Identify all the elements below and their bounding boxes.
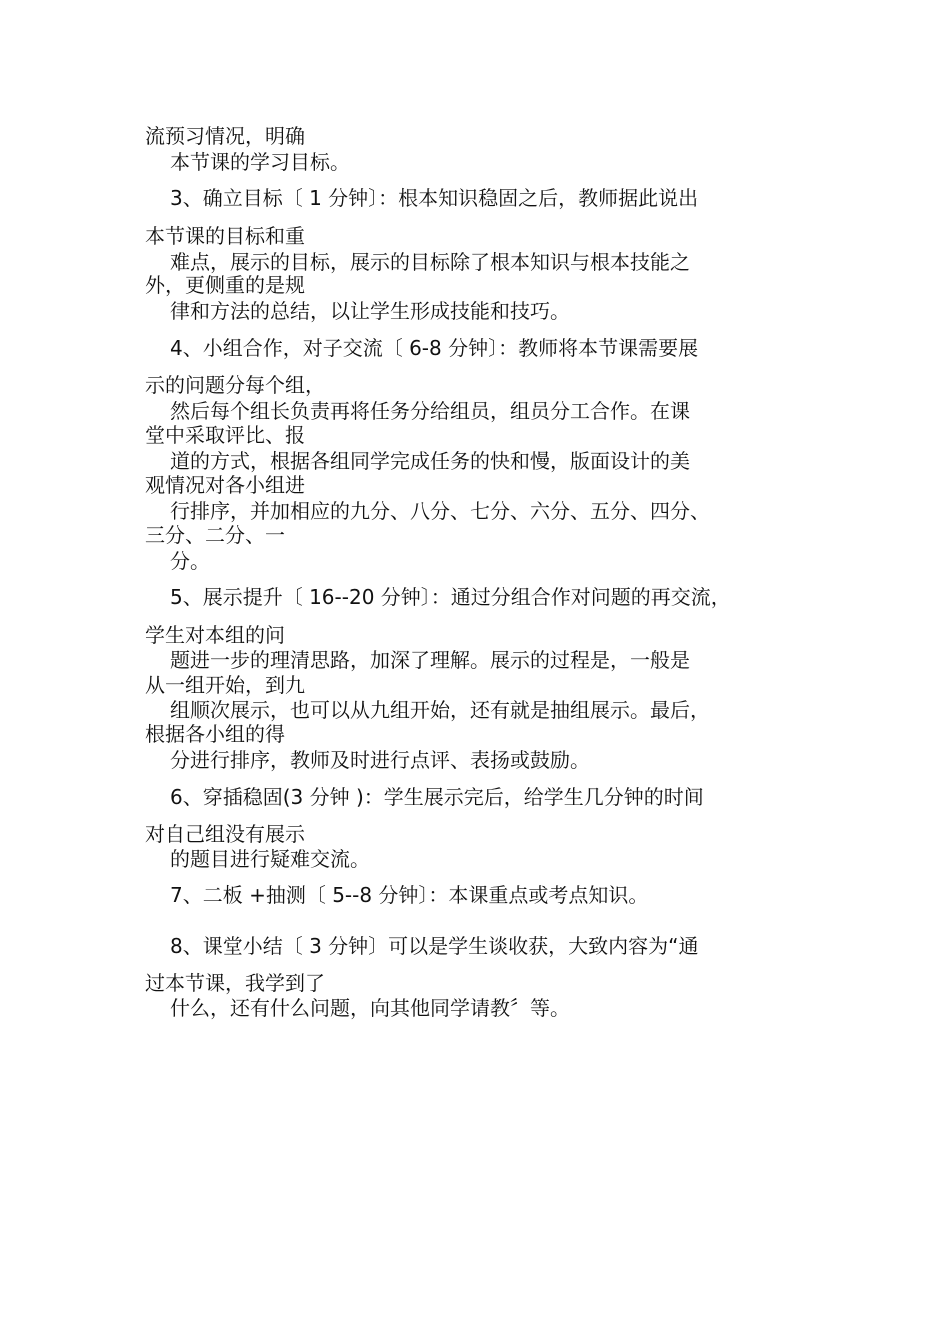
- text-line: 外，更侧重的是规: [145, 273, 305, 297]
- text-line: 对自己组没有展示: [145, 822, 305, 846]
- text-line: 的题目进行疑难交流。: [170, 847, 370, 871]
- text-line: 然后每个组长负责再将任务分给组员，组员分工合作。在课: [170, 399, 690, 423]
- text-line: 题进一步的理清思路，加深了理解。展示的过程是，一般是: [170, 648, 690, 672]
- text-line: 8、课堂小结〔 3 分钟〕可以是学生谈收获，大致内容为“通: [170, 934, 699, 958]
- text-line: 观情况对各小组进: [145, 473, 305, 497]
- text-line: 分进行排序，教师及时进行点评、表扬或鼓励。: [170, 748, 590, 772]
- text-line: 三分、二分、一: [145, 523, 285, 547]
- text-line: 4、小组合作，对子交流〔 6-8 分钟〕：教师将本节课需要展: [170, 336, 699, 360]
- text-line: 7、二板 +抽测〔 5--8 分钟〕：本课重点或考点知识。: [170, 883, 649, 907]
- text-line: 什么，还有什么问题，向其他同学请教〞等。: [170, 996, 570, 1020]
- text-line: 从一组开始，到九: [145, 673, 305, 697]
- text-line: 根据各小组的得: [145, 722, 285, 746]
- text-line: 本节课的目标和重: [145, 224, 305, 248]
- text-line: 5、展示提升〔 16--20 分钟〕：通过分组合作对问题的再交流，: [170, 585, 731, 609]
- text-line: 道的方式，根据各组同学完成任务的快和慢，版面设计的美: [170, 449, 690, 473]
- text-line: 3、确立目标〔 1 分钟〕：根本知识稳固之后，教师据此说出: [170, 186, 699, 210]
- text-line: 示的问题分每个组，: [145, 373, 325, 397]
- text-line: 学生对本组的问: [145, 623, 285, 647]
- text-line: 流预习情况，明确: [145, 124, 305, 148]
- text-line: 组顺次展示，也可以从九组开始，还有就是抽组展示。最后，: [170, 698, 710, 722]
- text-line: 过本节课，我学到了: [145, 971, 325, 995]
- text-line: 6、穿插稳固(3 分钟 )：学生展示完后，给学生几分钟的时间: [170, 785, 704, 809]
- text-line: 分。: [170, 549, 210, 573]
- text-line: 堂中采取评比、报: [145, 423, 305, 447]
- text-line: 律和方法的总结，以让学生形成技能和技巧。: [170, 299, 570, 323]
- text-line: 难点，展示的目标，展示的目标除了根本知识与根本技能之: [170, 250, 690, 274]
- text-line: 本节课的学习目标。: [170, 150, 350, 174]
- text-line: 行排序，并加相应的九分、八分、七分、六分、五分、四分、: [170, 499, 710, 523]
